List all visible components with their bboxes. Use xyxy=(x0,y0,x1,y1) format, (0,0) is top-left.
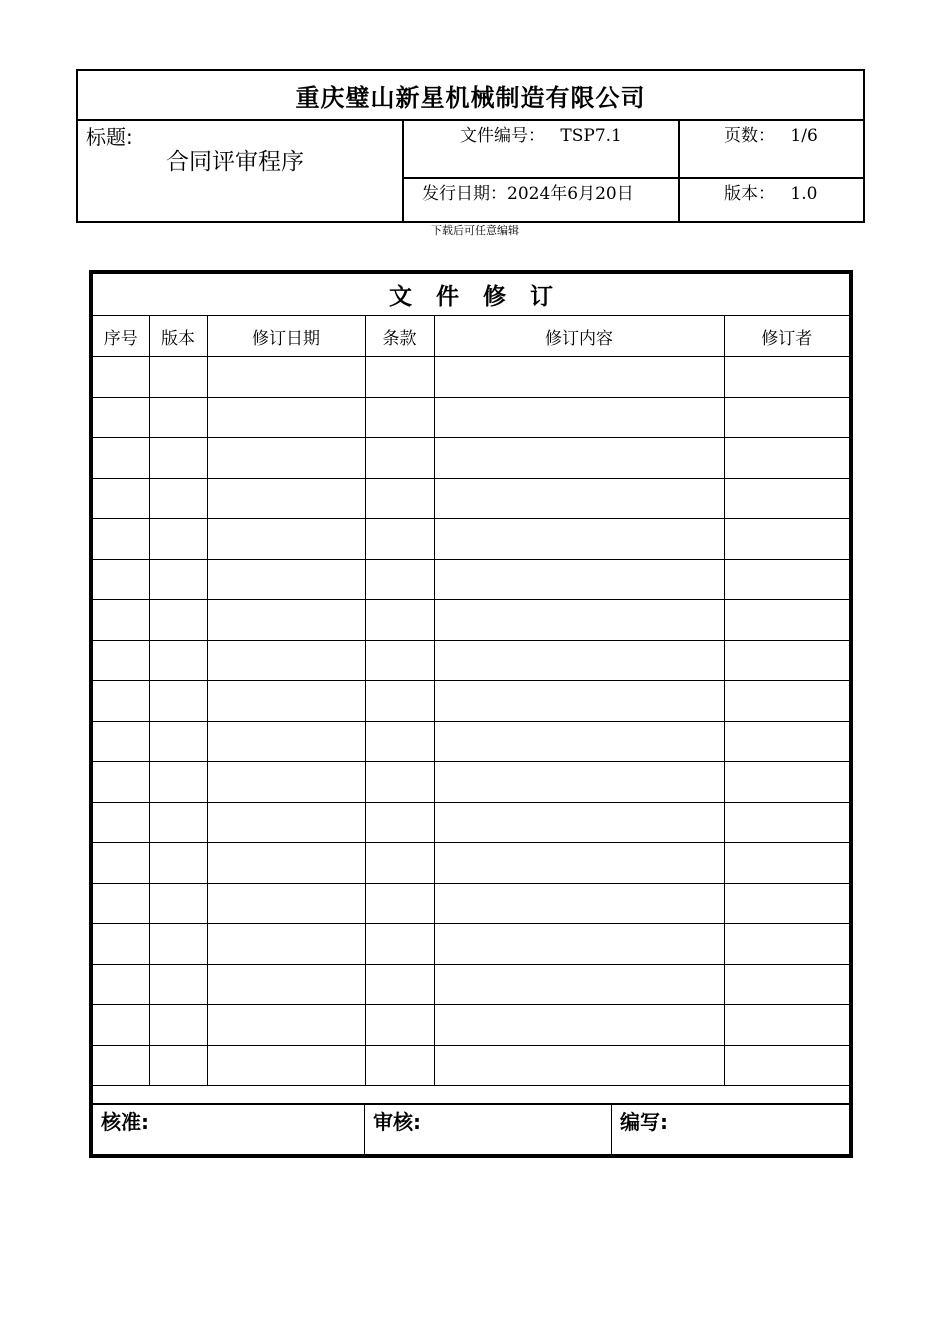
approve-label: 核准: xyxy=(101,1110,149,1134)
version-label: 版本： xyxy=(724,184,775,204)
title-label: 标题: xyxy=(86,125,133,149)
cell-clause[interactable] xyxy=(365,640,434,681)
cell-clause[interactable] xyxy=(365,762,434,803)
cell-clause[interactable] xyxy=(365,397,434,438)
page-count-cell xyxy=(724,121,818,146)
table-row xyxy=(93,802,849,843)
cell-reviser[interactable] xyxy=(724,357,849,398)
cell-content[interactable] xyxy=(434,681,724,722)
col-header-seq: 序号 xyxy=(93,316,149,357)
cell-seq[interactable] xyxy=(93,357,149,398)
cell-date[interactable] xyxy=(207,397,365,438)
cell-clause[interactable] xyxy=(365,1045,434,1086)
cell-version[interactable] xyxy=(149,600,207,641)
edit-note: 下载后可任意编辑 xyxy=(431,224,519,237)
table-row xyxy=(93,519,849,560)
cell-clause[interactable] xyxy=(365,559,434,600)
cell-content[interactable] xyxy=(434,519,724,560)
cell-clause[interactable] xyxy=(365,478,434,519)
issue-date-label: 发行日期： xyxy=(422,184,507,204)
cell-date[interactable] xyxy=(207,762,365,803)
table-row xyxy=(93,924,849,965)
cell-content[interactable] xyxy=(434,924,724,965)
cell-clause[interactable] xyxy=(365,519,434,560)
cell-seq[interactable] xyxy=(93,681,149,722)
cell-seq[interactable] xyxy=(93,478,149,519)
cell-reviser[interactable] xyxy=(724,883,849,924)
cell-date[interactable] xyxy=(207,883,365,924)
cell-reviser[interactable] xyxy=(724,397,849,438)
cell-seq[interactable] xyxy=(93,600,149,641)
cell-reviser[interactable] xyxy=(724,843,849,884)
cell-content[interactable] xyxy=(434,802,724,843)
table-row xyxy=(93,762,849,803)
table-row xyxy=(93,478,849,519)
cell-date[interactable] xyxy=(207,357,365,398)
cell-reviser[interactable] xyxy=(724,762,849,803)
issue-date-cell xyxy=(422,179,634,204)
cell-seq[interactable] xyxy=(93,964,149,1005)
doc-number-label: 文件编号： xyxy=(460,126,545,146)
cell-version[interactable] xyxy=(149,964,207,1005)
cell-seq[interactable] xyxy=(93,519,149,560)
revision-table-title: 文件修订 xyxy=(93,274,849,316)
cell-reviser[interactable] xyxy=(724,640,849,681)
cell-reviser[interactable] xyxy=(724,924,849,965)
version: 1.0 xyxy=(790,184,818,204)
cell-date[interactable] xyxy=(207,1045,365,1086)
cell-clause[interactable] xyxy=(365,721,434,762)
col-header-version: 版本 xyxy=(149,316,207,357)
cell-clause[interactable] xyxy=(365,357,434,398)
revision-table xyxy=(89,270,853,1158)
cell-date[interactable] xyxy=(207,843,365,884)
doc-number-cell xyxy=(460,121,622,146)
header-divider xyxy=(402,119,404,221)
cell-version[interactable] xyxy=(149,924,207,965)
cell-date[interactable] xyxy=(207,681,365,722)
company-name: 重庆璧山新星机械制造有限公司 xyxy=(78,71,863,121)
col-header-clause: 条款 xyxy=(365,316,434,357)
cell-clause[interactable] xyxy=(365,883,434,924)
cell-seq[interactable] xyxy=(93,843,149,884)
prepare-field[interactable] xyxy=(612,1105,849,1156)
cell-version[interactable] xyxy=(149,843,207,884)
signoff-row xyxy=(93,1103,849,1156)
version-cell xyxy=(724,179,817,204)
cell-content[interactable] xyxy=(434,640,724,681)
cell-content[interactable] xyxy=(434,438,724,479)
cell-reviser[interactable] xyxy=(724,964,849,1005)
cell-content[interactable] xyxy=(434,1005,724,1046)
cell-version[interactable] xyxy=(149,1005,207,1046)
cell-reviser[interactable] xyxy=(724,559,849,600)
cell-date[interactable] xyxy=(207,559,365,600)
cell-reviser[interactable] xyxy=(724,681,849,722)
revision-grid xyxy=(93,316,849,1086)
cell-content[interactable] xyxy=(434,397,724,438)
issue-date: 2024年6月20日 xyxy=(507,184,634,204)
cell-version[interactable] xyxy=(149,681,207,722)
revision-rows xyxy=(93,357,849,1086)
table-row xyxy=(93,843,849,884)
cell-clause[interactable] xyxy=(365,924,434,965)
doc-number: TSP7.1 xyxy=(560,126,622,146)
review-field[interactable] xyxy=(365,1105,611,1156)
table-row xyxy=(93,600,849,641)
cell-version[interactable] xyxy=(149,559,207,600)
document-header xyxy=(76,69,865,223)
table-row xyxy=(93,438,849,479)
cell-clause[interactable] xyxy=(365,843,434,884)
cell-clause[interactable] xyxy=(365,438,434,479)
table-row xyxy=(93,559,849,600)
cell-reviser[interactable] xyxy=(724,478,849,519)
cell-seq[interactable] xyxy=(93,640,149,681)
approve-field[interactable] xyxy=(93,1105,364,1156)
cell-content[interactable] xyxy=(434,762,724,803)
table-row xyxy=(93,883,849,924)
review-label: 审核: xyxy=(373,1110,421,1134)
page-count: 1/6 xyxy=(790,126,818,146)
cell-date[interactable] xyxy=(207,640,365,681)
col-header-reviser: 修订者 xyxy=(724,316,849,357)
cell-clause[interactable] xyxy=(365,600,434,641)
cell-version[interactable] xyxy=(149,357,207,398)
cell-version[interactable] xyxy=(149,883,207,924)
cell-content[interactable] xyxy=(434,600,724,641)
revision-header-row xyxy=(93,316,849,357)
table-row xyxy=(93,1005,849,1046)
cell-clause[interactable] xyxy=(365,964,434,1005)
table-row xyxy=(93,721,849,762)
cell-date[interactable] xyxy=(207,600,365,641)
cell-reviser[interactable] xyxy=(724,438,849,479)
table-row xyxy=(93,640,849,681)
header-divider xyxy=(678,119,680,221)
cell-reviser[interactable] xyxy=(724,600,849,641)
cell-version[interactable] xyxy=(149,802,207,843)
cell-reviser[interactable] xyxy=(724,1005,849,1046)
table-row xyxy=(93,397,849,438)
cell-date[interactable] xyxy=(207,1005,365,1046)
prepare-label: 编写: xyxy=(620,1110,668,1134)
cell-date[interactable] xyxy=(207,519,365,560)
cell-content[interactable] xyxy=(434,1045,724,1086)
cell-seq[interactable] xyxy=(93,559,149,600)
cell-reviser[interactable] xyxy=(724,802,849,843)
cell-seq[interactable] xyxy=(93,924,149,965)
cell-version[interactable] xyxy=(149,762,207,803)
table-row xyxy=(93,357,849,398)
cell-seq[interactable] xyxy=(93,883,149,924)
cell-version[interactable] xyxy=(149,721,207,762)
page-count-label: 页数： xyxy=(724,126,775,146)
cell-content[interactable] xyxy=(434,843,724,884)
col-header-date: 修订日期 xyxy=(207,316,365,357)
cell-seq[interactable] xyxy=(93,721,149,762)
cell-date[interactable] xyxy=(207,478,365,519)
cell-version[interactable] xyxy=(149,519,207,560)
cell-content[interactable] xyxy=(434,721,724,762)
cell-clause[interactable] xyxy=(365,1005,434,1046)
cell-version[interactable] xyxy=(149,438,207,479)
cell-date[interactable] xyxy=(207,721,365,762)
cell-seq[interactable] xyxy=(93,802,149,843)
cell-date[interactable] xyxy=(207,802,365,843)
cell-clause[interactable] xyxy=(365,681,434,722)
cell-content[interactable] xyxy=(434,357,724,398)
cell-seq[interactable] xyxy=(93,1045,149,1086)
table-row xyxy=(93,964,849,1005)
cell-reviser[interactable] xyxy=(724,519,849,560)
cell-reviser[interactable] xyxy=(724,721,849,762)
cell-date[interactable] xyxy=(207,964,365,1005)
cell-seq[interactable] xyxy=(93,438,149,479)
cell-version[interactable] xyxy=(149,640,207,681)
cell-seq[interactable] xyxy=(93,762,149,803)
table-row xyxy=(93,681,849,722)
cell-version[interactable] xyxy=(149,1045,207,1086)
cell-seq[interactable] xyxy=(93,397,149,438)
cell-date[interactable] xyxy=(207,438,365,479)
cell-content[interactable] xyxy=(434,883,724,924)
cell-content[interactable] xyxy=(434,559,724,600)
cell-date[interactable] xyxy=(207,924,365,965)
table-row xyxy=(93,1045,849,1086)
cell-content[interactable] xyxy=(434,964,724,1005)
cell-clause[interactable] xyxy=(365,802,434,843)
cell-reviser[interactable] xyxy=(724,1045,849,1086)
col-header-content: 修订内容 xyxy=(434,316,724,357)
cell-content[interactable] xyxy=(434,478,724,519)
cell-version[interactable] xyxy=(149,397,207,438)
cell-version[interactable] xyxy=(149,478,207,519)
document-title: 合同评审程序 xyxy=(166,149,304,175)
cell-seq[interactable] xyxy=(93,1005,149,1046)
